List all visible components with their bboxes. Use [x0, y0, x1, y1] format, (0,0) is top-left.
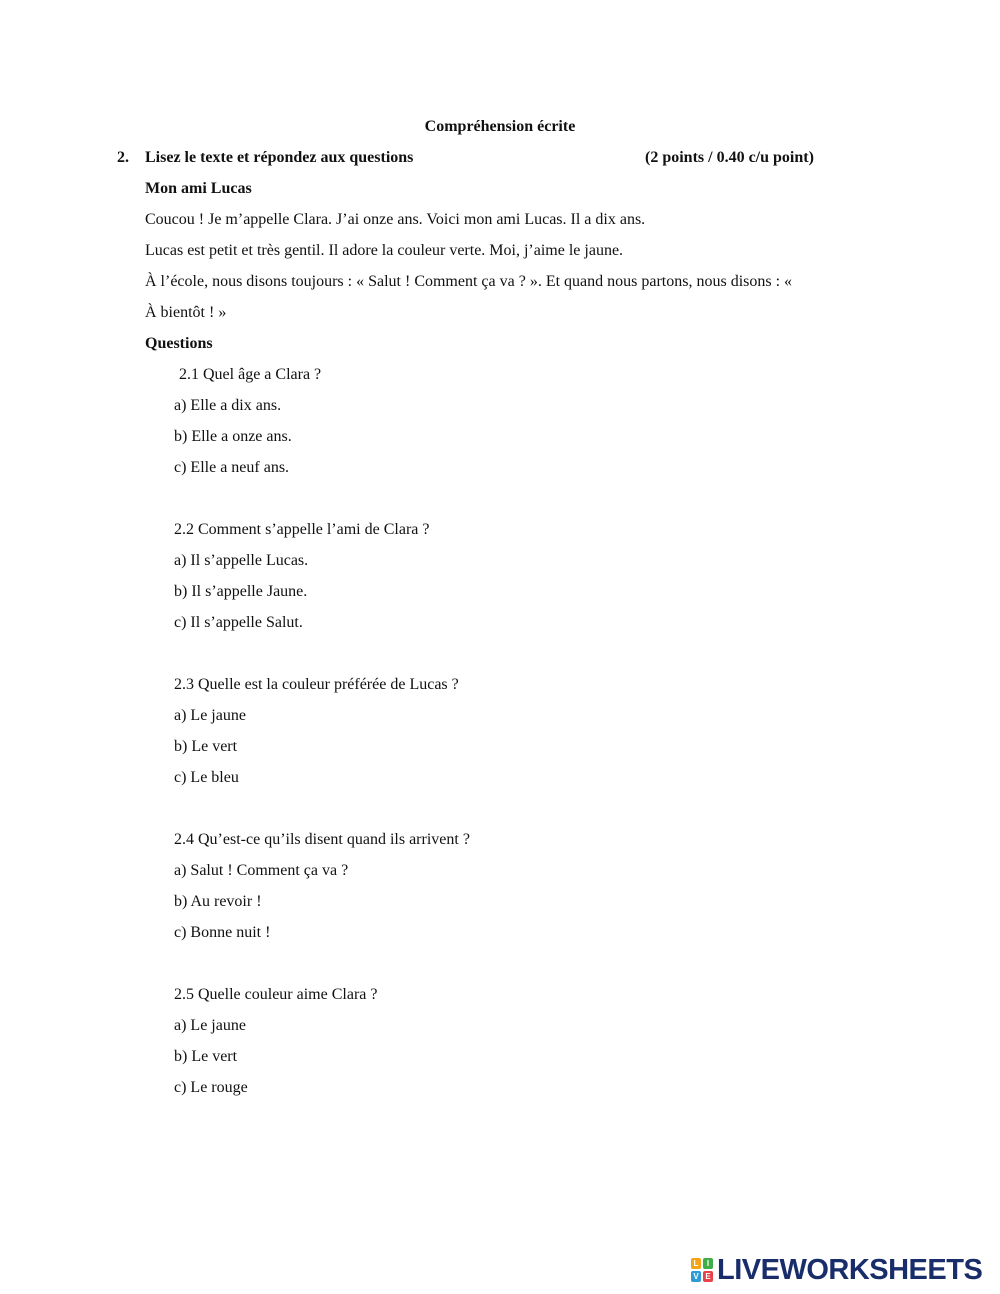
- answer-option[interactable]: a) Elle a dix ans.: [174, 397, 282, 414]
- text-title: Mon ami Lucas: [145, 180, 252, 197]
- answer-option[interactable]: b) Le vert: [174, 738, 238, 755]
- answer-option[interactable]: a) Salut ! Comment ça va ?: [174, 862, 349, 879]
- logo-tile: I: [703, 1258, 713, 1269]
- answer-option[interactable]: c) Le rouge: [174, 1079, 248, 1096]
- logo-tile: V: [691, 1271, 701, 1282]
- answer-option[interactable]: b) Elle a onze ans.: [174, 428, 292, 445]
- answer-option[interactable]: c) Il s’appelle Salut.: [174, 614, 303, 631]
- text-line: Lucas est petit et très gentil. Il adore la couleur verte. Moi, j’aime le jaune.: [145, 242, 624, 259]
- answer-option[interactable]: b) Il s’appelle Jaune.: [174, 583, 308, 600]
- text-line: À bientôt ! »: [145, 304, 227, 321]
- answer-option[interactable]: a) Le jaune: [174, 1017, 246, 1034]
- liveworksheets-logo-text: LIVEWORKSHEETS: [717, 1254, 983, 1286]
- text-line: Coucou ! Je m’appelle Clara. J’ai onze ans. Voici mon ami Lucas. Il a dix ans.: [145, 211, 646, 228]
- question-prompt: 2.5 Quelle couleur aime Clara ?: [174, 986, 378, 1003]
- liveworksheets-logo-icon: [691, 1258, 713, 1282]
- answer-option[interactable]: b) Le vert: [174, 1048, 238, 1065]
- question-prompt: 2.1 Quel âge a Clara ?: [179, 366, 322, 383]
- questions-heading: Questions: [145, 335, 213, 352]
- answer-option[interactable]: b) Au revoir !: [174, 893, 262, 910]
- answer-option[interactable]: a) Le jaune: [174, 707, 246, 724]
- liveworksheets-logo: [691, 1255, 982, 1285]
- exercise-instruction: Lisez le texte et répondez aux questions: [145, 149, 414, 166]
- answer-option[interactable]: a) Il s’appelle Lucas.: [174, 552, 309, 569]
- question-prompt: 2.2 Comment s’appelle l’ami de Clara ?: [174, 521, 430, 538]
- exercise-points: (2 points / 0.40 c/u point): [645, 149, 814, 166]
- logo-tile: E: [703, 1271, 713, 1282]
- page-title: Compréhension écrite: [424, 118, 576, 135]
- question-prompt: 2.4 Qu’est-ce qu’ils disent quand ils arrivent ?: [174, 831, 470, 848]
- logo-tile: L: [691, 1258, 701, 1269]
- answer-option[interactable]: c) Le bleu: [174, 769, 239, 786]
- answer-option[interactable]: c) Bonne nuit !: [174, 924, 271, 941]
- question-prompt: 2.3 Quelle est la couleur préférée de Lucas ?: [174, 676, 459, 693]
- text-line: À l’école, nous disons toujours : « Salut ! Comment ça va ? ». Et quand nous partons, nous disons : «: [145, 273, 793, 290]
- exercise-number: 2.: [117, 149, 129, 166]
- answer-option[interactable]: c) Elle a neuf ans.: [174, 459, 290, 476]
